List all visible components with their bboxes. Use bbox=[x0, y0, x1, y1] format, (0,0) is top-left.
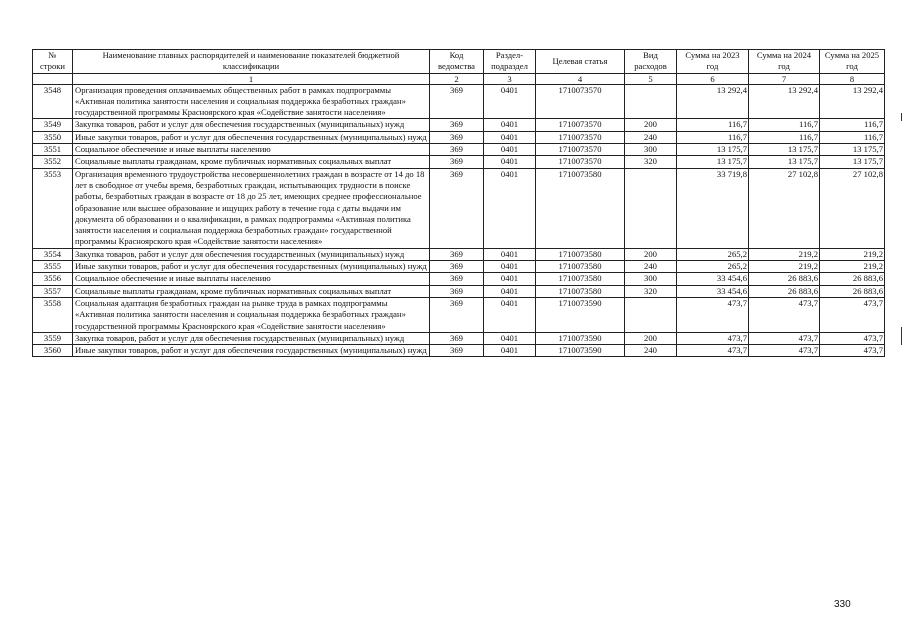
dept-code-cell: 369 bbox=[430, 248, 484, 260]
row-number-cell: 3555 bbox=[33, 261, 73, 273]
dept-code-cell: 369 bbox=[430, 131, 484, 143]
section-code-cell: 0401 bbox=[484, 119, 536, 131]
section-code-cell: 0401 bbox=[484, 332, 536, 344]
sum-2025-cell: 219,2 bbox=[820, 261, 885, 273]
expense-type-cell: 200 bbox=[625, 119, 677, 131]
row-number-cell: 3558 bbox=[33, 297, 73, 332]
table-row bbox=[33, 345, 885, 357]
row-number-cell: 3549 bbox=[33, 119, 73, 131]
row-number-cell: 3550 bbox=[33, 131, 73, 143]
sum-2023-cell: 33 454,6 bbox=[677, 273, 749, 285]
row-name-cell: Иные закупки товаров, работ и услуг для обеспечения государственных (муниципальных) нужд bbox=[73, 261, 430, 273]
sum-2024-cell: 26 883,6 bbox=[749, 285, 820, 297]
sum-2023-cell: 473,7 bbox=[677, 297, 749, 332]
header-section: Раздел-подраздел bbox=[484, 50, 536, 74]
sum-2024-cell: 473,7 bbox=[749, 297, 820, 332]
header-row-number: № строки bbox=[33, 50, 73, 74]
expense-type-cell: 300 bbox=[625, 273, 677, 285]
row-number-cell: 3553 bbox=[33, 168, 73, 248]
sum-2023-cell: 33 454,6 bbox=[677, 285, 749, 297]
row-name-cell: Организация временного трудоустройства несовершеннолетних граждан в возрасте от 14 до 18 лет в свободное от учебы время, безработных граждан, испытывающих трудности в поиске работы, безработных граждан в возрасте от 18 до 25 лет, имеющих среднее профессиональное образование или высшее образование и ищущих работу в течение года с даты выдачи им документа об образовании и о квалификации, в рамках подпрограммы «Активная политика занятости населения и социальная поддержка безработных граждан» государственной программы Красноярского края «Содействие занятости населения» bbox=[73, 168, 430, 248]
table-row bbox=[33, 273, 885, 285]
row-name-cell: Социальное обеспечение и иные выплаты населению bbox=[73, 144, 430, 156]
column-number: 3 bbox=[484, 73, 536, 84]
budget-table bbox=[32, 49, 885, 357]
dept-code-cell: 369 bbox=[430, 261, 484, 273]
column-number: 7 bbox=[749, 73, 820, 84]
row-number-cell: 3559 bbox=[33, 332, 73, 344]
sum-2024-cell: 13 175,7 bbox=[749, 156, 820, 168]
page-number: 330 bbox=[834, 599, 851, 610]
expense-type-cell: 320 bbox=[625, 156, 677, 168]
sum-2024-cell: 116,7 bbox=[749, 119, 820, 131]
table-row bbox=[33, 119, 885, 131]
sum-2023-cell: 473,7 bbox=[677, 332, 749, 344]
sum-2023-cell: 116,7 bbox=[677, 119, 749, 131]
sum-2024-cell: 116,7 bbox=[749, 131, 820, 143]
table-row bbox=[33, 297, 885, 332]
target-article-cell: 1710073570 bbox=[536, 119, 625, 131]
sum-2024-cell: 473,7 bbox=[749, 332, 820, 344]
row-name-cell: Организация проведения оплачиваемых общественных работ в рамках подпрограммы «Активная политика занятости населения и социальная поддержка безработных граждан» государственной программы Красноярского края «Содействие занятости населения» bbox=[73, 84, 430, 119]
sum-2023-cell: 116,7 bbox=[677, 131, 749, 143]
dept-code-cell: 369 bbox=[430, 84, 484, 119]
section-code-cell: 0401 bbox=[484, 297, 536, 332]
column-number: 5 bbox=[625, 73, 677, 84]
section-code-cell: 0401 bbox=[484, 144, 536, 156]
dept-code-cell: 369 bbox=[430, 119, 484, 131]
sum-2024-cell: 219,2 bbox=[749, 248, 820, 260]
sum-2025-cell: 473,7 bbox=[820, 332, 885, 344]
header-sum-2025: Сумма на 2025 год bbox=[820, 50, 885, 74]
row-name-cell: Иные закупки товаров, работ и услуг для обеспечения государственных (муниципальных) нужд bbox=[73, 131, 430, 143]
target-article-cell: 1710073580 bbox=[536, 273, 625, 285]
row-number-cell: 3551 bbox=[33, 144, 73, 156]
header-expense-type: Вид расходов bbox=[625, 50, 677, 74]
section-code-cell: 0401 bbox=[484, 156, 536, 168]
header-row bbox=[33, 50, 885, 74]
dept-code-cell: 369 bbox=[430, 273, 484, 285]
sum-2024-cell: 27 102,8 bbox=[749, 168, 820, 248]
sum-2024-cell: 13 292,4 bbox=[749, 84, 820, 119]
sum-2025-cell: 26 883,6 bbox=[820, 285, 885, 297]
sum-2023-cell: 13 175,7 bbox=[677, 144, 749, 156]
sum-2024-cell: 26 883,6 bbox=[749, 273, 820, 285]
sum-2025-cell: 473,7 bbox=[820, 297, 885, 332]
row-name-cell: Иные закупки товаров, работ и услуг для обеспечения государственных (муниципальных) нужд bbox=[73, 345, 430, 357]
column-number: 4 bbox=[536, 73, 625, 84]
sum-2023-cell: 265,2 bbox=[677, 248, 749, 260]
scan-mark bbox=[901, 327, 902, 345]
sum-2024-cell: 219,2 bbox=[749, 261, 820, 273]
header-sum-2023: Сумма на 2023 год bbox=[677, 50, 749, 74]
section-code-cell: 0401 bbox=[484, 168, 536, 248]
target-article-cell: 1710073580 bbox=[536, 261, 625, 273]
row-name-cell: Закупка товаров, работ и услуг для обеспечения государственных (муниципальных) нужд bbox=[73, 119, 430, 131]
target-article-cell: 1710073590 bbox=[536, 297, 625, 332]
sum-2024-cell: 473,7 bbox=[749, 345, 820, 357]
row-number-cell: 3556 bbox=[33, 273, 73, 285]
sum-2023-cell: 13 292,4 bbox=[677, 84, 749, 119]
section-code-cell: 0401 bbox=[484, 273, 536, 285]
expense-type-cell: 200 bbox=[625, 332, 677, 344]
sum-2025-cell: 473,7 bbox=[820, 345, 885, 357]
section-code-cell: 0401 bbox=[484, 345, 536, 357]
target-article-cell: 1710073590 bbox=[536, 332, 625, 344]
sum-2023-cell: 33 719,8 bbox=[677, 168, 749, 248]
table-row bbox=[33, 248, 885, 260]
column-number: 8 bbox=[820, 73, 885, 84]
row-number-cell: 3560 bbox=[33, 345, 73, 357]
row-name-cell: Социальная адаптация безработных граждан на рынке труда в рамках подпрограммы «Активная политика занятости населения и социальная поддержка безработных граждан» государственной программы Красноярского края «Содействие занятости населения» bbox=[73, 297, 430, 332]
target-article-cell: 1710073570 bbox=[536, 144, 625, 156]
table-row bbox=[33, 261, 885, 273]
row-number-cell: 3554 bbox=[33, 248, 73, 260]
expense-type-cell: 240 bbox=[625, 345, 677, 357]
section-code-cell: 0401 bbox=[484, 261, 536, 273]
sum-2025-cell: 13 175,7 bbox=[820, 144, 885, 156]
row-name-cell: Закупка товаров, работ и услуг для обеспечения государственных (муниципальных) нужд bbox=[73, 332, 430, 344]
target-article-cell: 1710073570 bbox=[536, 156, 625, 168]
table-row bbox=[33, 144, 885, 156]
sum-2025-cell: 27 102,8 bbox=[820, 168, 885, 248]
expense-type-cell: 300 bbox=[625, 144, 677, 156]
row-number-cell: 3552 bbox=[33, 156, 73, 168]
target-article-cell: 1710073580 bbox=[536, 168, 625, 248]
dept-code-cell: 369 bbox=[430, 168, 484, 248]
column-number: 1 bbox=[73, 73, 430, 84]
budget-table-sheet bbox=[32, 49, 884, 357]
scan-mark bbox=[901, 113, 902, 121]
table-row bbox=[33, 84, 885, 119]
sum-2025-cell: 116,7 bbox=[820, 119, 885, 131]
target-article-cell: 1710073590 bbox=[536, 345, 625, 357]
expense-type-cell bbox=[625, 297, 677, 332]
sum-2025-cell: 13 175,7 bbox=[820, 156, 885, 168]
sum-2025-cell: 13 292,4 bbox=[820, 84, 885, 119]
sum-2023-cell: 265,2 bbox=[677, 261, 749, 273]
expense-type-cell: 240 bbox=[625, 131, 677, 143]
header-name: Наименование главных распорядителей и наименование показателей бюджетной классификации bbox=[73, 50, 430, 74]
column-number: 6 bbox=[677, 73, 749, 84]
row-number-cell: 3548 bbox=[33, 84, 73, 119]
target-article-cell: 1710073580 bbox=[536, 285, 625, 297]
row-name-cell: Закупка товаров, работ и услуг для обеспечения государственных (муниципальных) нужд bbox=[73, 248, 430, 260]
sum-2023-cell: 13 175,7 bbox=[677, 156, 749, 168]
expense-type-cell bbox=[625, 84, 677, 119]
expense-type-cell bbox=[625, 168, 677, 248]
section-code-cell: 0401 bbox=[484, 285, 536, 297]
section-code-cell: 0401 bbox=[484, 131, 536, 143]
table-row bbox=[33, 156, 885, 168]
table-row bbox=[33, 285, 885, 297]
table-row bbox=[33, 131, 885, 143]
dept-code-cell: 369 bbox=[430, 345, 484, 357]
expense-type-cell: 320 bbox=[625, 285, 677, 297]
table-row bbox=[33, 168, 885, 248]
section-code-cell: 0401 bbox=[484, 248, 536, 260]
dept-code-cell: 369 bbox=[430, 297, 484, 332]
expense-type-cell: 200 bbox=[625, 248, 677, 260]
table-row bbox=[33, 332, 885, 344]
expense-type-cell: 240 bbox=[625, 261, 677, 273]
dept-code-cell: 369 bbox=[430, 285, 484, 297]
target-article-cell: 1710073570 bbox=[536, 131, 625, 143]
dept-code-cell: 369 bbox=[430, 144, 484, 156]
row-number-cell: 3557 bbox=[33, 285, 73, 297]
dept-code-cell: 369 bbox=[430, 156, 484, 168]
column-number bbox=[33, 73, 73, 84]
sum-2025-cell: 116,7 bbox=[820, 131, 885, 143]
header-target-article: Целевая статья bbox=[536, 50, 625, 74]
row-name-cell: Социальное обеспечение и иные выплаты населению bbox=[73, 273, 430, 285]
row-name-cell: Социальные выплаты гражданам, кроме публичных нормативных социальных выплат bbox=[73, 156, 430, 168]
target-article-cell: 1710073570 bbox=[536, 84, 625, 119]
sum-2025-cell: 219,2 bbox=[820, 248, 885, 260]
sum-2025-cell: 26 883,6 bbox=[820, 273, 885, 285]
dept-code-cell: 369 bbox=[430, 332, 484, 344]
row-name-cell: Социальные выплаты гражданам, кроме публичных нормативных социальных выплат bbox=[73, 285, 430, 297]
sum-2024-cell: 13 175,7 bbox=[749, 144, 820, 156]
column-number: 2 bbox=[430, 73, 484, 84]
section-code-cell: 0401 bbox=[484, 84, 536, 119]
target-article-cell: 1710073580 bbox=[536, 248, 625, 260]
header-dept-code: Код ведомства bbox=[430, 50, 484, 74]
sum-2023-cell: 473,7 bbox=[677, 345, 749, 357]
header-sum-2024: Сумма на 2024 год bbox=[749, 50, 820, 74]
column-number-row bbox=[33, 73, 885, 84]
